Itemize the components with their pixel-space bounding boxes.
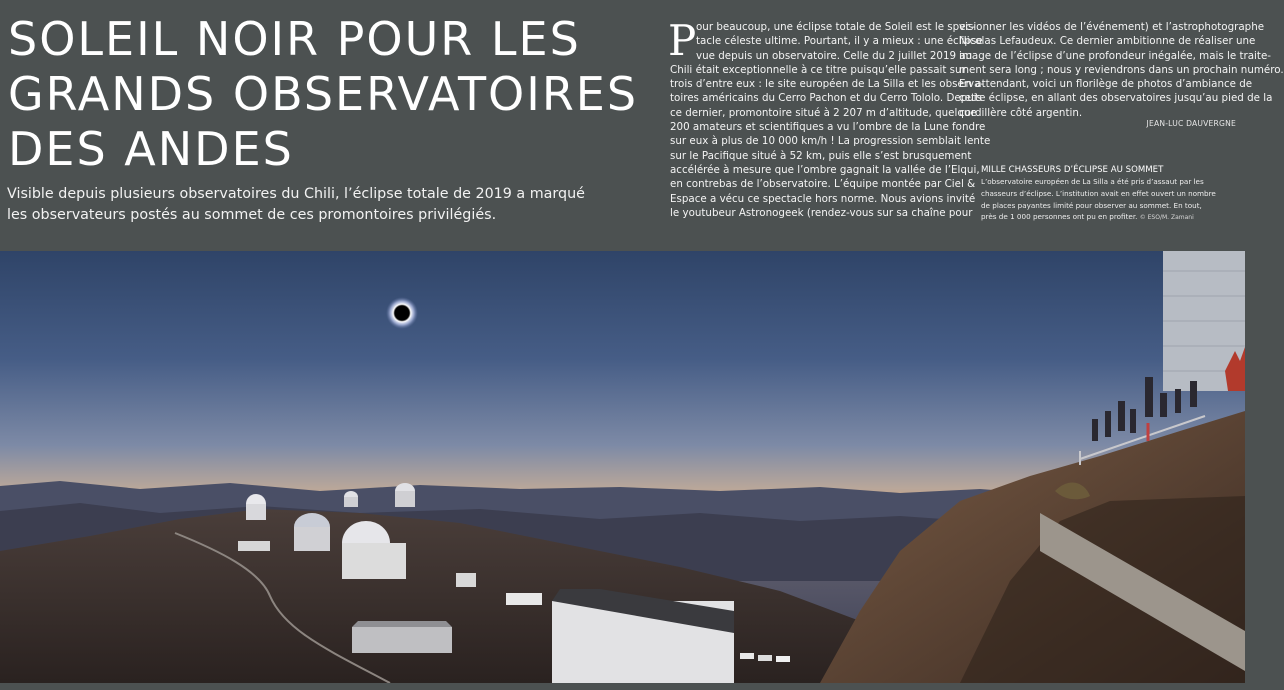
body-column-1	[668, 16, 991, 220]
title-line: GRANDS OBSERVATOIRES	[8, 67, 639, 121]
moon-disk	[397, 308, 407, 318]
body-line: En attendant, voici un florilège de photos d’ambiance de	[959, 78, 1253, 91]
caption-title: MILLE CHASSEURS D’ÉCLIPSE AU SOMMET	[981, 165, 1164, 175]
article-subtitle	[7, 184, 585, 226]
body-line: image de l’éclipse d’une profondeur inégalée, mais le traite-	[959, 49, 1271, 62]
caption-line: chasseurs d’éclipse. L’institution avait en effet ouvert un nombre	[981, 188, 1216, 198]
body-line: trois d’entre eux : le site européen de La Silla et les observa-	[670, 78, 985, 91]
body-line: 200 amateurs et scientifiques a vu l’ombre de la Lune fondre	[670, 121, 986, 134]
body-line: en contrebas de l’observatoire. L’équipe montée par Ciel &	[670, 178, 976, 191]
body-line: visionner les vidéos de l’événement) et l’astrophotographe	[959, 21, 1265, 33]
body-line: accélérée à mesure que l’ombre gagnait la vallée de l’Elqui,	[670, 163, 980, 176]
eclipse-panorama-photo	[0, 251, 1245, 683]
caption-line: L’observatoire européen de La Silla a été pris d’assaut par les	[981, 177, 1204, 186]
body-line: our beaucoup, une éclipse totale de Soleil est le spec-	[696, 21, 975, 33]
body-line: Espace a vécu ce spectacle hors norme. Nous avions invité	[670, 192, 976, 205]
body-line: le youtubeur Astronogeek (rendez-vous sur sa chaîne pour	[670, 206, 973, 219]
caption-text: près de 1 000 personnes ont pu en profiter.	[981, 212, 1138, 222]
body-line: Chili était exceptionnelle à ce titre puisqu’elle passait sur	[670, 63, 966, 76]
drop-cap: P	[668, 16, 697, 65]
photo-credit: © ESO/M. Zamani	[1139, 214, 1194, 222]
body-line: cette éclipse, en allant des observatoires jusqu’au pied de la	[959, 92, 1273, 105]
body-line: ment sera long ; nous y reviendrons dans un prochain numéro.	[959, 63, 1284, 76]
article-header	[0, 0, 1284, 251]
title-line: DES ANDES	[8, 122, 294, 176]
body-line: cordillère côté argentin.	[959, 106, 1083, 119]
body-column-2	[959, 20, 1284, 120]
caption-line	[981, 211, 1243, 224]
body-line: ce dernier, promontoire situé à 2 207 m d’altitude, quelque	[670, 106, 977, 119]
body-line: sur eux à plus de 10 000 km/h ! La progression semblait lente	[670, 135, 991, 148]
body-line: vue depuis un observatoire. Celle du 2 juillet 2019 au	[696, 49, 973, 62]
body-line: toires américains du Cerro Pachon et du Cerro Tololo. Depuis	[670, 92, 982, 105]
subtitle-line: Visible depuis plusieurs observatoires du Chili, l’éclipse totale de 2019 a marqué	[7, 186, 585, 202]
body-line: sur le Pacifique situé à 52 km, puis elle s’est brusquement	[670, 149, 972, 162]
caption-line: de places payantes limité pour observer au sommet. En tout,	[981, 200, 1202, 210]
author-byline: JEAN-LUC DAUVERGNE	[1146, 119, 1236, 128]
body-line: Nicolas Lefaudeux. Ce dernier ambitionne de réaliser une	[959, 35, 1256, 48]
article-title	[8, 12, 639, 177]
bottom-margin	[0, 683, 1245, 690]
subtitle-line: les observateurs postés au sommet de ces promontoires privilégiés.	[7, 207, 497, 223]
photo-caption	[981, 164, 1243, 224]
panorama-illustration	[0, 251, 1245, 683]
title-line: SOLEIL NOIR POUR LES	[8, 12, 581, 66]
body-line: tacle céleste ultime. Pourtant, il y a mieux : une éclipse	[696, 35, 983, 48]
